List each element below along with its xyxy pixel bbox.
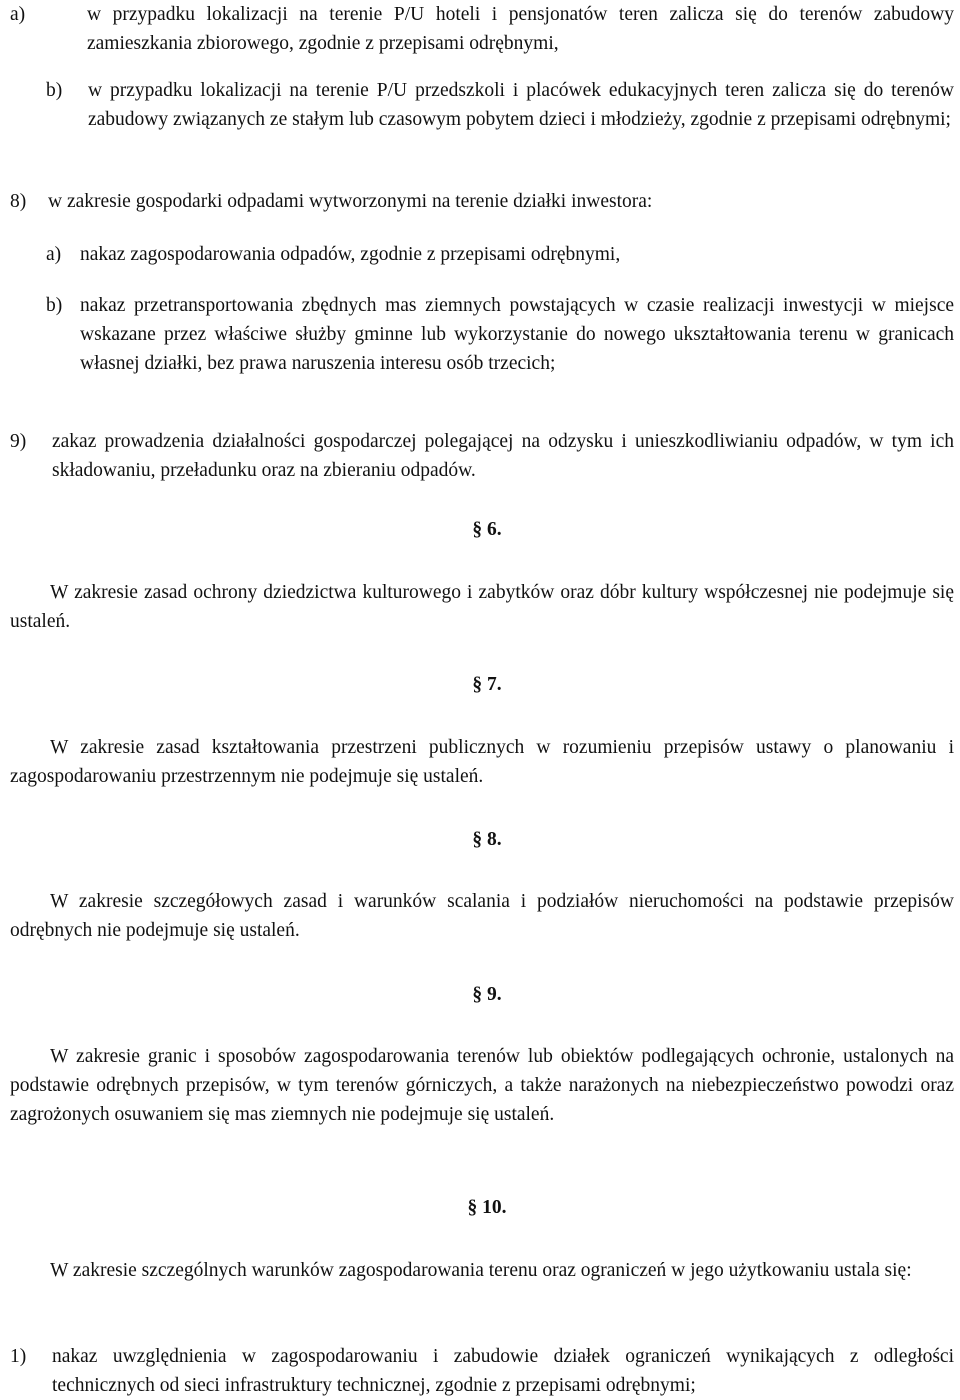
- list-item-text: nakaz zagospodarowania odpadów, zgodnie z przepisami odrębnymi,: [80, 244, 621, 265]
- list-marker: 9): [10, 431, 27, 452]
- section-paragraph-10: W zakresie szczególnych warunków zagospodarowania terenu oraz ograniczeń w jego użytkowaniu ustala się:: [50, 1260, 912, 1281]
- list-item-text: w przypadku lokalizacji na terenie P/U hoteli i pensjonatów teren zalicza się do terenów zabudowy zamieszkania zbiorowego, zgodnie z przepisami odrębnymi,: [87, 4, 954, 54]
- section-paragraph-8: W zakresie szczegółowych zasad i warunków scalania i podziałów nieruchomości na podstawie przepisów odrębnych nie podejmuje się ustaleń.: [10, 891, 954, 941]
- section-heading-7: [0, 670, 960, 699]
- list-item-b-preschools: [46, 76, 954, 134]
- section-paragraph-6: W zakresie zasad ochrony dziedzictwa kulturowego i zabytków oraz dóbr kultury współczesnej nie podejmuje się ustaleń.: [10, 582, 954, 632]
- section-heading-text: § 10.: [467, 1197, 507, 1218]
- section-heading-8: [0, 825, 960, 854]
- section-paragraph-9: W zakresie granic i sposobów zagospodarowania terenów lub obiektów podlegających ochronie, ustalonych na podstawie odrębnych przepisów, w tym terenów górniczych, a także narażonych na niebezpieczeństwo powodzi oraz zagrożonych osuwaniem się mas ziemnych nie podejmuje się ustaleń.: [10, 1046, 954, 1125]
- section-heading-text: § 6.: [472, 519, 502, 540]
- section-heading-9: [0, 980, 960, 1009]
- list-item-8b: [46, 291, 954, 378]
- list-item-text: nakaz uwzględnienia w zagospodarowaniu i zabudowie działek ograniczeń wynikających z odległości technicznych od sieci infrastruktury technicznej, zgodnie z przepisami odrębnymi;: [52, 1346, 954, 1396]
- list-item-text: nakaz przetransportowania zbędnych mas ziemnych powstających w czasie realizacji inwestycji w miejsce wskazane przez właściwe służby gminne lub wykorzystanie do nowego ukształtowania terenu w granicach własnej działki, bez prawa naruszenia interesu osób trzecich;: [80, 295, 954, 374]
- list-marker: 8): [10, 191, 27, 212]
- list-item-8-waste: [10, 187, 954, 216]
- section-heading-text: § 9.: [472, 984, 502, 1005]
- list-marker: a): [46, 244, 62, 265]
- list-item-text: w zakresie gospodarki odpadami wytworzonymi na terenie działki inwestora:: [48, 191, 653, 212]
- section-heading-6: [0, 515, 960, 544]
- list-marker: b): [46, 80, 63, 101]
- list-item-a-hotels: [10, 0, 954, 58]
- section-heading-text: § 8.: [472, 829, 502, 850]
- section-paragraph-7: W zakresie zasad kształtowania przestrzeni publicznych w rozumieniu przepisów ustawy o planowaniu i zagospodarowaniu przestrzennym nie podejmuje się ustaleń.: [10, 737, 954, 787]
- list-item-1-technical-distances: [10, 1342, 954, 1400]
- list-marker: b): [46, 295, 63, 316]
- list-item-text: zakaz prowadzenia działalności gospodarczej polegającej na odzysku i unieszkodliwianiu odpadów, w tym ich składowaniu, przeładunku oraz na zbieraniu odpadów.: [52, 431, 954, 481]
- list-item-text: w przypadku lokalizacji na terenie P/U przedszkoli i placówek edukacyjnych teren zalicza się do terenów zabudowy związanych ze stałym lub czasowym pobytem dzieci i młodzieży, zgodnie z przepisami odrębnymi;: [88, 80, 954, 130]
- list-item-9-prohibition: [10, 427, 954, 485]
- section-heading-text: § 7.: [472, 674, 502, 695]
- list-marker: a): [10, 4, 26, 25]
- section-heading-10: [0, 1193, 960, 1222]
- list-marker: 1): [10, 1346, 27, 1367]
- list-item-8a: [46, 240, 954, 269]
